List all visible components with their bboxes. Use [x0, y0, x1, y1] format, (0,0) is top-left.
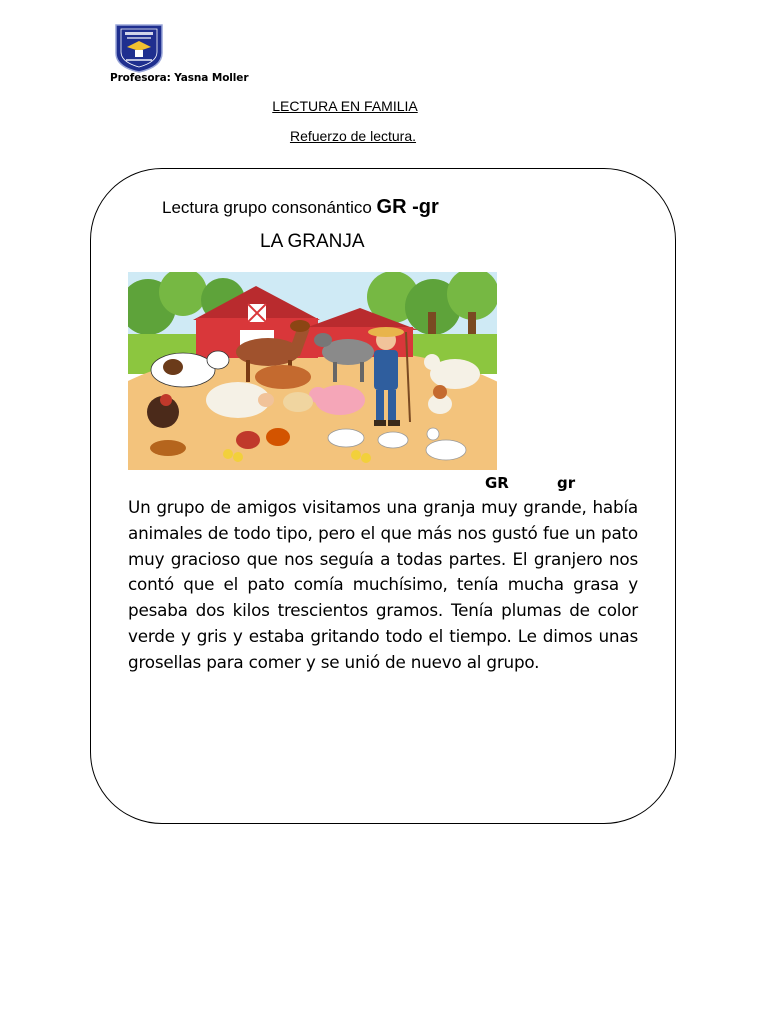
label-lowercase-gr: gr — [557, 474, 576, 492]
story-title: LA GRANJA — [260, 231, 365, 252]
subject-heading — [162, 196, 439, 219]
school-logo — [113, 23, 165, 73]
teacher-name: Profesora: Yasna Moller — [110, 72, 249, 84]
page-title: LECTURA EN FAMILIA — [272, 98, 418, 114]
label-uppercase-gr: GR — [485, 474, 509, 492]
subject-prefix: Lectura grupo consonántico — [162, 198, 372, 217]
subject-emphasis: GR -gr — [376, 196, 439, 218]
farm-illustration — [128, 272, 497, 470]
story-paragraph: Un grupo de amigos visitamos una granja muy grande, había animales de todo tipo, pero el que más nos gustó fue un pato muy gracioso que nos seguía a todas partes. El granjero nos contó que el pato comía muchísimo, tenía mucha grasa y pesaba dos kilos trescientos gramos. Tenía plumas de color verde y gris y estaba gritando todo el tiempo. Le dimos unas grosellas para comer y se unió de nuevo al grupo. — [128, 497, 638, 672]
page-subtitle: Refuerzo de lectura. — [289, 128, 417, 144]
